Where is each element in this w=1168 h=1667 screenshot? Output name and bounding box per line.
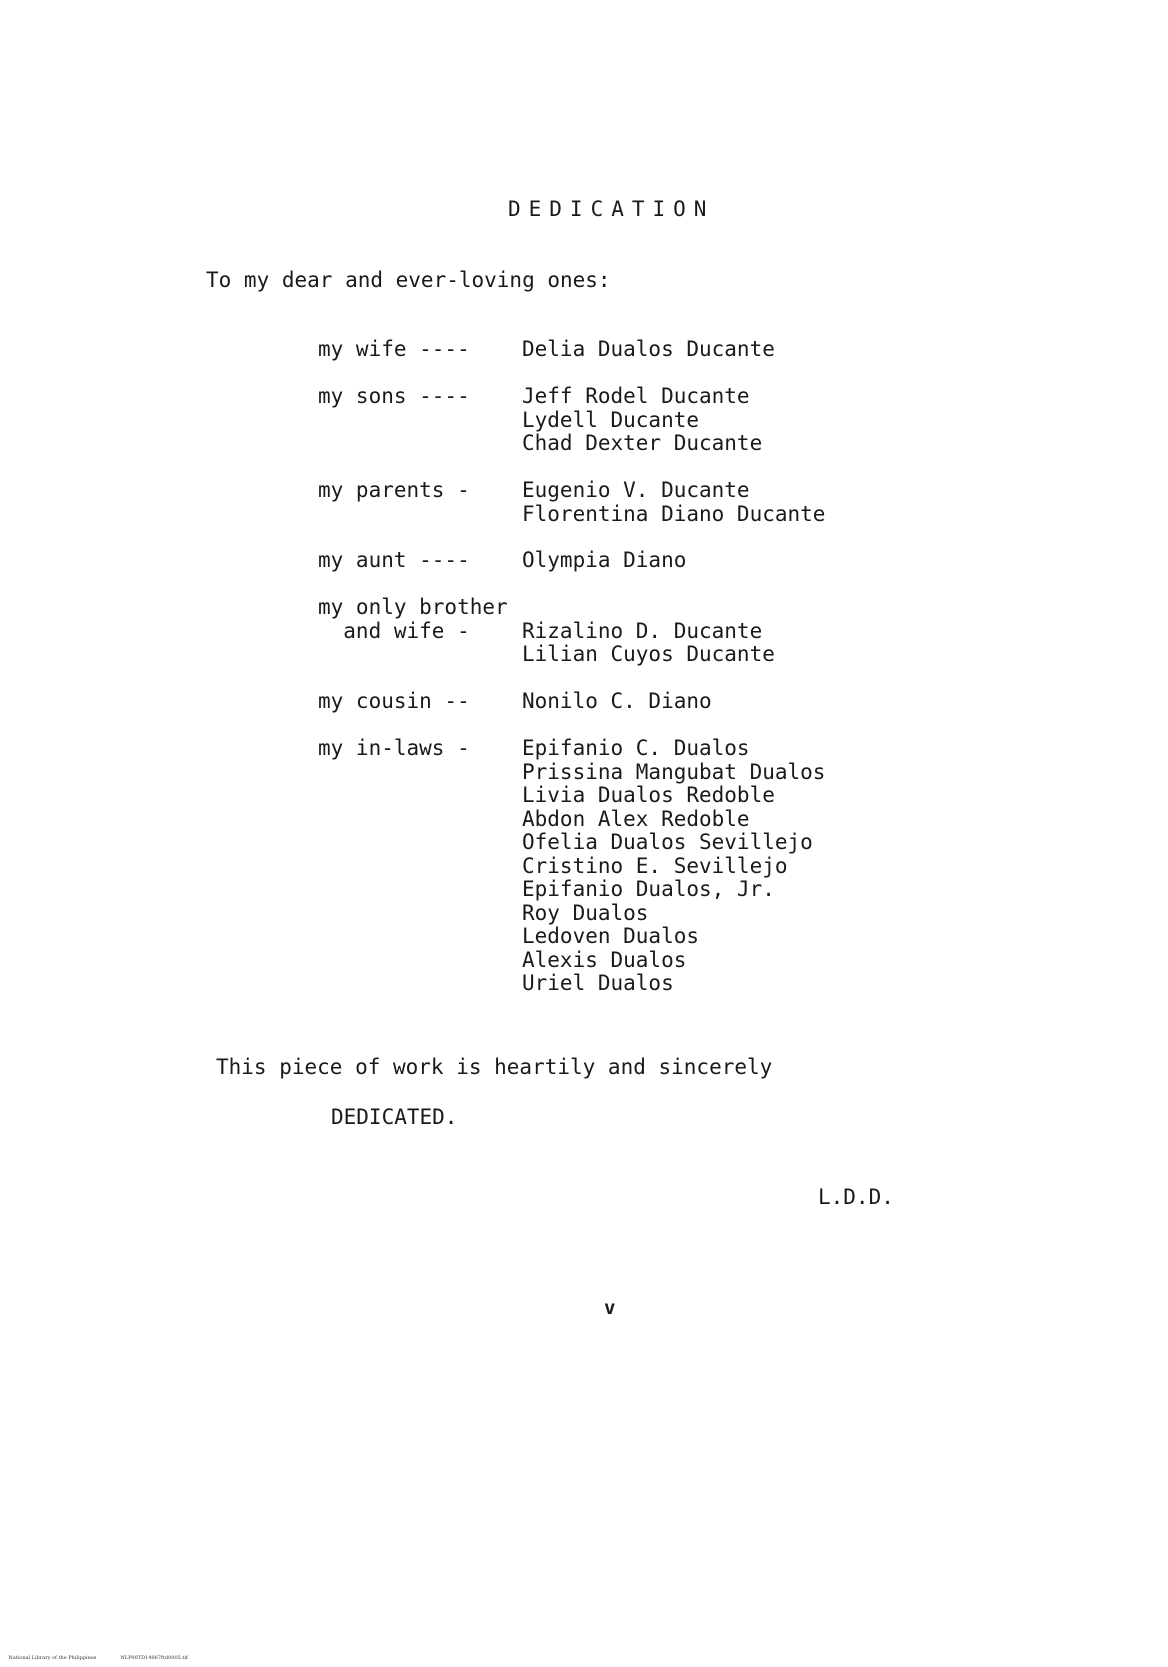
relation-line: my sons ---- [318,384,470,408]
salutation: To my dear and ever-loving ones: [206,268,611,292]
person-name: Nonilo C. Diano [522,689,712,713]
person-name: Lilian Cuyos Ducante [522,642,775,666]
entry-names [522,620,775,667]
entry-relation [318,596,508,643]
footer-library: National Library of the Philippines [8,1655,97,1661]
relation-line: my wife ---- [318,337,470,361]
entry-relation [318,737,470,761]
entry-names [522,385,762,456]
entry-names [522,338,775,362]
entry-relation [318,690,470,714]
person-name: Alexis Dualos [522,947,687,972]
person-name: Eugenio V. Ducante [522,478,750,502]
person-name: Olympia Diano [522,548,687,572]
relation-line: my aunt ---- [318,548,470,572]
relation-line: my in-laws - [318,736,470,760]
relation-line: my parents - [318,478,470,502]
scan-footer [2,1649,188,1667]
page-number: v [604,1297,616,1319]
person-name: Cristino E. Sevillejo [522,853,788,878]
person-name: Livia Dualos Redoble [522,783,775,807]
entry-names [522,737,825,996]
entry-relation [318,338,470,362]
person-name: Florentina Diano Ducante [522,501,826,526]
author-initials: L.D.D. [818,1185,894,1209]
person-name: Roy Dualos [522,900,649,925]
closing-line: This piece of work is heartily and sincerely [216,1055,773,1079]
entry-relation [318,385,470,409]
footer-file: NLP00TD14067ftd0005.tif [120,1655,188,1661]
relation-line: my cousin -- [318,689,470,713]
entry-names [522,690,712,714]
entry-relation [318,549,470,573]
entry-relation [318,479,470,503]
person-name: Jeff Rodel Ducante [522,384,750,408]
person-name: Lydell Ducante [522,407,700,432]
relation-line: and wife - [318,618,470,643]
page-title: DEDICATION [508,197,715,221]
relation-line: my only brother [318,595,508,619]
person-name: Epifanio C. Dualos [522,736,750,760]
person-name: Ofelia Dualos Sevillejo [522,830,813,854]
person-name: Rizalino D. Ducante [522,618,763,643]
person-name: Chad Dexter Ducante [522,431,763,455]
person-name: Ledoven Dualos [522,924,700,948]
person-name: Epifanio Dualos, Jr. [522,877,775,901]
person-name: Delia Dualos Ducante [522,337,775,361]
person-name: Prissina Mangubat Dualos [522,759,826,784]
entry-names [522,479,825,526]
person-name: Uriel Dualos [522,971,674,995]
entry-names [522,549,686,573]
closing-word: DEDICATED. [331,1105,458,1129]
person-name: Abdon Alex Redoble [522,806,750,831]
